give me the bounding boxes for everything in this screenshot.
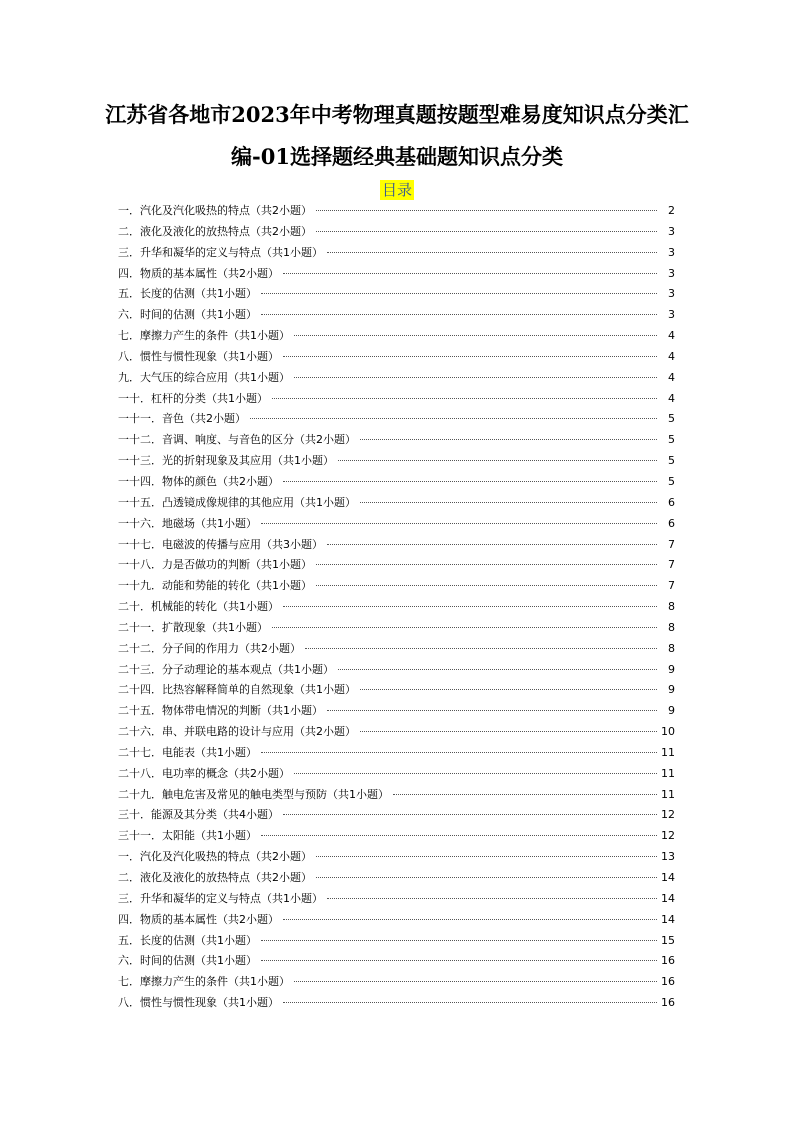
toc-dot-leader [338,669,657,670]
toc-entry-label[interactable]: 一十三．光的折射现象及其应用（共1小题） [118,454,334,468]
toc-entry[interactable] [118,576,675,597]
toc-dot-leader [272,398,657,399]
toc-entry-page-number[interactable]: 7 [668,537,675,551]
toc-entry[interactable] [118,722,675,743]
toc-entry-page-number[interactable]: 4 [668,329,675,343]
toc-entry-page-number[interactable]: 16 [661,954,675,968]
toc-dot-leader [283,481,657,482]
toc-entry[interactable] [118,326,675,347]
toc-entry-page-number[interactable]: 2 [668,204,675,217]
toc-entry-label[interactable]: 一十七．电磁波的传播与应用（共3小题） [118,537,323,551]
toc-entry[interactable] [118,222,675,243]
toc-entry-label[interactable]: 三十一．太阳能（共1小题） [118,829,257,843]
toc-entry-label[interactable]: 七．摩擦力产生的条件（共1小题） [118,975,290,989]
toc-entry[interactable] [118,264,675,285]
toc-entry-page-number[interactable]: 15 [661,933,675,947]
toc-entry-page-number[interactable]: 3 [668,308,675,322]
toc-entry-label[interactable]: 二十六．串、并联电路的设计与应用（共2小题） [118,725,356,739]
document-title-line-2: 编-01选择题经典基础题知识点分类 [231,144,563,169]
toc-entry[interactable] [118,910,675,931]
toc-entry-label[interactable]: 一．汽化及汽化吸热的特点（共2小题） [118,204,312,217]
toc-entry-label[interactable]: 三．升华和凝华的定义与特点（共1小题） [118,891,323,905]
toc-entry-page-number[interactable]: 14 [661,891,675,905]
toc-entry-label[interactable]: 四．物质的基本属性（共2小题） [118,912,279,926]
toc-entry-page-number[interactable]: 12 [661,808,675,822]
toc-entry-label[interactable]: 一十八．力是否做功的判断（共1小题） [118,558,312,572]
toc-dot-leader [360,439,657,440]
toc-dot-leader [316,564,657,565]
toc-entry-page-number[interactable]: 8 [668,620,675,634]
toc-entry[interactable] [118,826,675,847]
toc-entry-page-number[interactable]: 7 [668,579,675,593]
toc-entry-label[interactable]: 三十．能源及其分类（共4小题） [118,808,279,822]
table-of-contents [118,201,675,1014]
toc-entry-page-number[interactable]: 9 [668,683,675,697]
toc-entry-label[interactable]: 二十二．分子间的作用力（共2小题） [118,641,301,655]
toc-entry-page-number[interactable]: 3 [668,266,675,280]
toc-heading-container [0,180,794,200]
toc-entry-label[interactable]: 二十九．触电危害及常见的触电类型与预防（共1小题） [118,787,389,801]
toc-entry-label[interactable]: 一．汽化及汽化吸热的特点（共2小题） [118,850,312,864]
toc-entry[interactable] [118,368,675,389]
toc-entry[interactable] [118,805,675,826]
toc-entry-label[interactable]: 一十一．音色（共2小题） [118,412,246,426]
toc-dot-leader [305,648,657,649]
toc-entry-page-number[interactable]: 11 [661,787,675,801]
toc-entry[interactable] [118,305,675,326]
toc-dot-leader [316,877,657,878]
toc-dot-leader [283,814,657,815]
toc-entry[interactable] [118,701,675,722]
toc-entry[interactable] [118,284,675,305]
toc-entry-label[interactable]: 五．长度的估测（共1小题） [118,933,257,947]
toc-entry-page-number[interactable]: 7 [668,558,675,572]
toc-entry[interactable] [118,931,675,952]
toc-entry-label[interactable]: 六．时间的估测（共1小题） [118,308,257,322]
toc-entry[interactable] [118,201,675,222]
toc-entry[interactable] [118,451,675,472]
toc-entry[interactable] [118,430,675,451]
toc-entry-label[interactable]: 一十四．物体的颜色（共2小题） [118,474,279,488]
toc-entry[interactable] [118,514,675,535]
toc-entry[interactable] [118,555,675,576]
toc-entry-page-number[interactable]: 5 [668,474,675,488]
document-title-line-1: 江苏省各地市2023年中考物理真题按题型难易度知识点分类汇 [105,102,689,127]
toc-dot-leader [283,606,657,607]
toc-entry-page-number[interactable]: 5 [668,433,675,447]
toc-dot-leader [261,293,657,294]
toc-entry-label[interactable]: 六．时间的估测（共1小题） [118,954,257,968]
toc-dot-leader [327,544,657,545]
toc-dot-leader [261,940,657,941]
toc-entry-label[interactable]: 二十四．比热容解释简单的自然现象（共1小题） [118,683,356,697]
toc-entry[interactable] [118,535,675,556]
toc-dot-leader [327,898,657,899]
toc-dot-leader [250,418,657,419]
toc-entry[interactable] [118,764,675,785]
toc-entry[interactable] [118,639,675,660]
toc-entry-page-number[interactable]: 16 [661,975,675,989]
toc-entry-page-number[interactable]: 4 [668,370,675,384]
toc-entry-label[interactable]: 七．摩擦力产生的条件（共1小题） [118,329,290,343]
toc-entry-label[interactable]: 八．惯性与惯性现象（共1小题） [118,349,279,363]
toc-dot-leader [261,960,657,961]
toc-entry-page-number[interactable]: 4 [668,391,675,405]
toc-entry[interactable] [118,847,675,868]
toc-entry-label[interactable]: 二．液化及液化的放热特点（共2小题） [118,224,312,238]
toc-entry-page-number[interactable]: 6 [668,495,675,509]
toc-dot-leader [327,710,657,711]
toc-entry-page-number[interactable]: 5 [668,454,675,468]
toc-entry[interactable] [118,409,675,430]
toc-dot-leader [283,919,657,920]
toc-dot-leader [283,356,657,357]
toc-entry-label[interactable]: 九．大气压的综合应用（共1小题） [118,370,290,384]
toc-dot-leader [283,273,657,274]
toc-entry[interactable] [118,597,675,618]
toc-entry[interactable] [118,868,675,889]
toc-dot-leader [360,502,657,503]
toc-entry-label[interactable]: 二十．机械能的转化（共1小题） [118,600,279,614]
toc-entry-page-number[interactable]: 3 [668,224,675,238]
toc-dot-leader [338,460,657,461]
toc-entry[interactable] [118,618,675,639]
toc-dot-leader [316,856,657,857]
toc-entry[interactable] [118,785,675,806]
toc-dot-leader [261,752,657,753]
toc-entry-page-number[interactable]: 3 [668,287,675,301]
toc-entry-label[interactable]: 二十五．物体带电情况的判断（共1小题） [118,704,323,718]
toc-entry-label[interactable]: 二十七．电能表（共1小题） [118,745,257,759]
toc-dot-leader [316,210,657,211]
toc-entry[interactable] [118,347,675,368]
toc-entry-page-number[interactable]: 14 [661,871,675,884]
toc-entry-label[interactable]: 二十一．扩散现象（共1小题） [118,620,268,634]
toc-entry[interactable] [118,972,675,993]
toc-entry-page-number[interactable]: 9 [668,662,675,676]
toc-entry[interactable] [118,680,675,701]
toc-entry-label[interactable]: 一十九．动能和势能的转化（共1小题） [118,579,312,593]
toc-dot-leader [272,627,657,628]
toc-entry[interactable] [118,493,675,514]
toc-entry-page-number[interactable]: 4 [668,349,675,363]
toc-entry-page-number[interactable]: 6 [668,516,675,530]
toc-dot-leader [294,981,657,982]
toc-dot-leader [360,689,657,690]
toc-entry-label[interactable]: 一十五．凸透镜成像规律的其他应用（共1小题） [118,495,356,509]
toc-dot-leader [360,731,657,732]
toc-entry-page-number[interactable]: 14 [661,912,675,926]
toc-entry-label[interactable]: 一十．杠杆的分类（共1小题） [118,391,268,405]
toc-entry-label[interactable]: 五．长度的估测（共1小题） [118,287,257,301]
toc-entry-page-number[interactable]: 9 [668,704,675,718]
toc-dot-leader [327,252,657,253]
toc-entry-label[interactable]: 一十二．音调、响度、与音色的区分（共2小题） [118,433,356,447]
toc-entry[interactable] [118,951,675,972]
toc-dot-leader [261,314,657,315]
toc-dot-leader [316,231,657,232]
toc-dot-leader [294,377,657,378]
toc-entry[interactable] [118,889,675,910]
toc-entry[interactable] [118,993,675,1014]
toc-entry-label[interactable]: 二十三．分子动理论的基本观点（共1小题） [118,662,334,676]
toc-dot-leader [294,335,657,336]
toc-entry-label[interactable]: 八．惯性与惯性现象（共1小题） [118,996,279,1010]
toc-entry[interactable] [118,472,675,493]
toc-dot-leader [283,1002,657,1003]
toc-entry-label[interactable]: 一十六．地磁场（共1小题） [118,516,257,530]
toc-entry-page-number[interactable]: 5 [668,412,675,426]
toc-entry-label[interactable]: 二．液化及液化的放热特点（共2小题） [118,871,312,884]
toc-entry-page-number[interactable]: 8 [668,600,675,614]
toc-entry[interactable] [118,660,675,681]
toc-dot-leader [294,773,657,774]
toc-dot-leader [393,794,657,795]
toc-entry-page-number[interactable]: 11 [661,766,675,780]
toc-dot-leader [316,585,657,586]
toc-entry-page-number[interactable]: 16 [661,996,675,1010]
toc-entry[interactable] [118,243,675,264]
toc-entry-page-number[interactable]: 11 [661,745,675,759]
toc-dot-leader [261,523,657,524]
toc-entry-label[interactable]: 四．物质的基本属性（共2小题） [118,266,279,280]
toc-entry-label[interactable]: 二十八．电功率的概念（共2小题） [118,766,290,780]
toc-heading: 目录 [381,181,412,199]
toc-entry-page-number[interactable]: 12 [661,829,675,843]
toc-entry-page-number[interactable]: 10 [661,725,675,739]
toc-entry-page-number[interactable]: 13 [661,850,675,864]
toc-entry-page-number[interactable]: 3 [668,245,675,259]
toc-entry-label[interactable]: 三．升华和凝华的定义与特点（共1小题） [118,245,323,259]
toc-entry[interactable] [118,389,675,410]
toc-entry-page-number[interactable]: 8 [668,641,675,655]
toc-entry[interactable] [118,743,675,764]
toc-dot-leader [261,835,657,836]
